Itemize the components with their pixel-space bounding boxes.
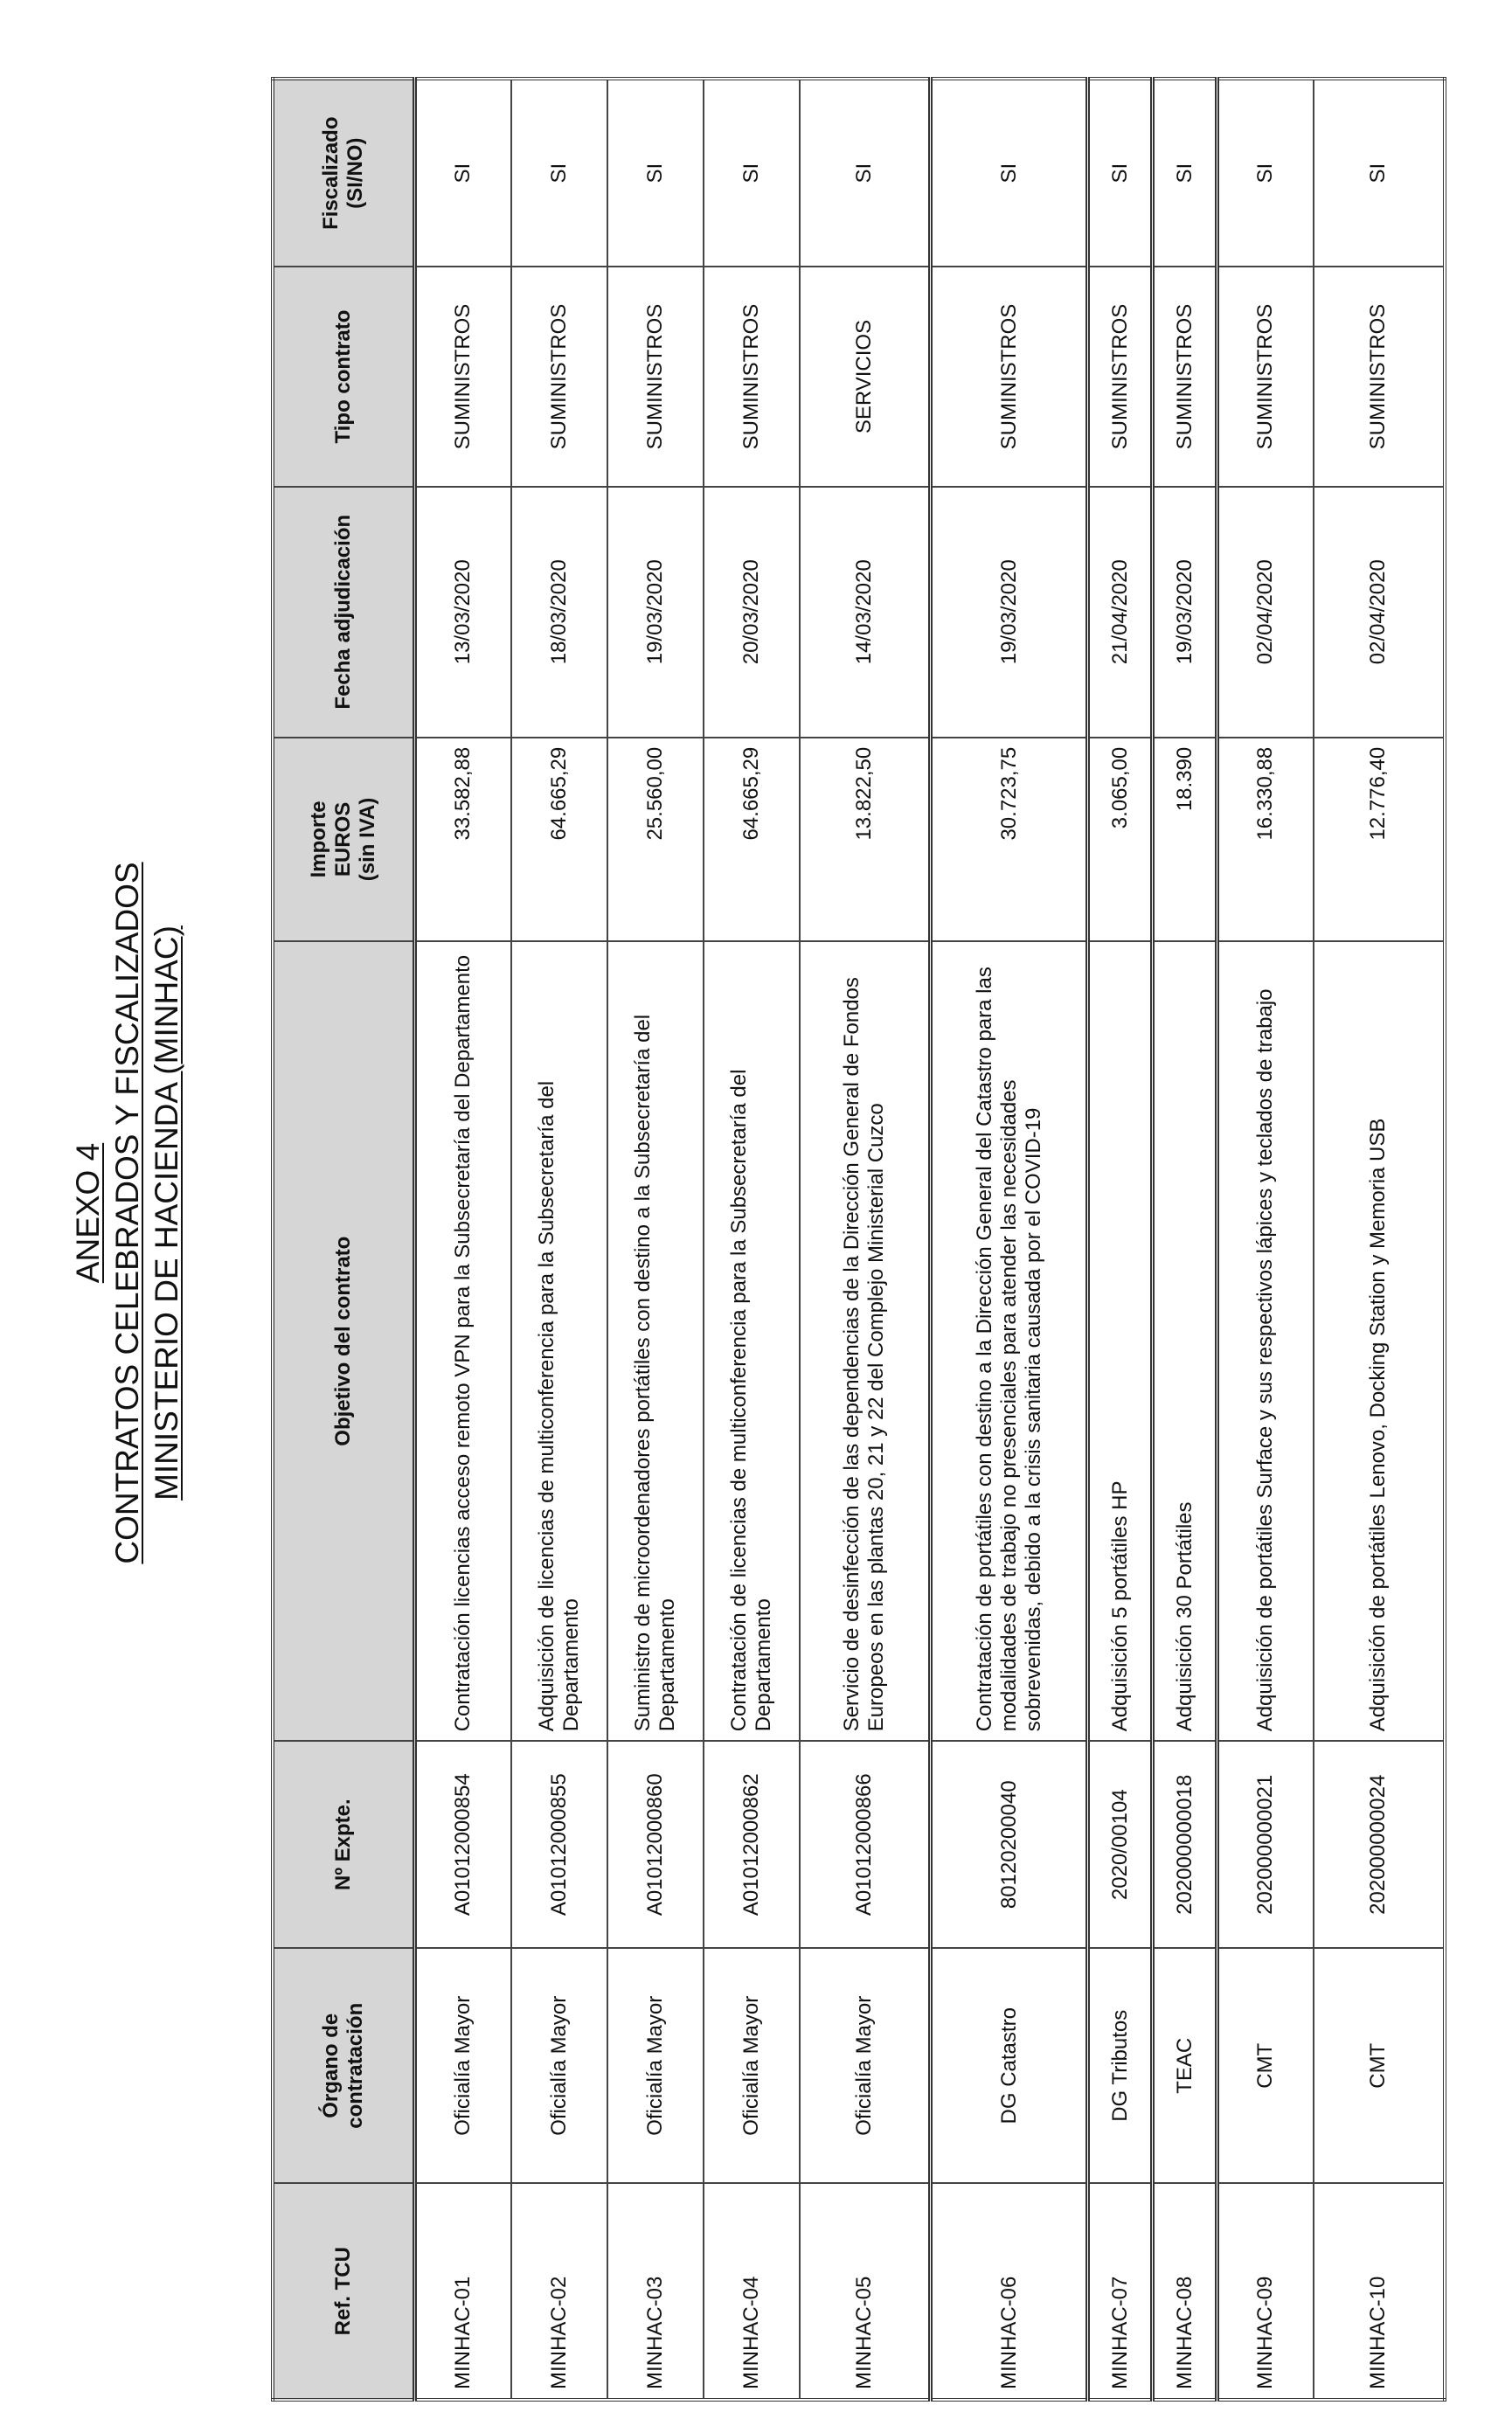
cell-tipo: SUMINISTROS (1314, 267, 1445, 486)
cell-tipo: SUMINISTROS (1088, 267, 1153, 486)
cell-ref: MINHAC-08 (1153, 2183, 1217, 2400)
cell-importe: 16.330,88 (1217, 738, 1314, 941)
cell-objeto: Adquisición de portátiles Lenovo, Docking Station y Memoria USB (1314, 941, 1445, 1741)
header-row (273, 79, 415, 2400)
cell-ref: MINHAC-05 (800, 2183, 931, 2400)
table-row (1314, 79, 1445, 2400)
cell-ref: MINHAC-02 (511, 2183, 607, 2400)
table-row (704, 79, 800, 2400)
cell-tipo: SUMINISTROS (607, 267, 704, 486)
table-row (800, 79, 931, 2400)
cell-expte: 202000000018 (1153, 1741, 1217, 1948)
cell-fiscalizado: SI (607, 79, 704, 267)
cell-fiscalizado: SI (1153, 79, 1217, 267)
title-line-1: ANEXO 4 (70, 1142, 106, 1284)
cell-objeto: Suministro de microordenadores portátiles con destino a la Subsecretaría del Departamento (607, 941, 704, 1741)
title-line-2: CONTRATOS CELEBRADOS Y FISCALIZADOS (109, 862, 145, 1564)
cell-fiscalizado: SI (800, 79, 931, 267)
cell-ref: MINHAC-07 (1088, 2183, 1153, 2400)
table-row (607, 79, 704, 2400)
cell-importe: 3.065,00 (1088, 738, 1153, 941)
cell-objeto: Servicio de desinfección de las dependencias de la Dirección General de Fondos Europeos en las plantas 20, 21 y 22 del Complejo Ministerial Cuzco (800, 941, 931, 1741)
cell-objeto: Adquisición de licencias de multiconferencia para la Subsecretaría del Departamento (511, 941, 607, 1741)
cell-expte: A01012000862 (704, 1741, 800, 1948)
cell-fecha: 21/04/2020 (1088, 487, 1153, 738)
cell-organo: Oficialía Mayor (415, 1948, 511, 2183)
table-row (1088, 79, 1153, 2400)
cell-expte: A01012000854 (415, 1741, 511, 1948)
cell-objeto: Adquisición de portátiles Surface y sus respectivos lápices y teclados de trabajo (1217, 941, 1314, 1741)
table-row (1217, 79, 1314, 2400)
header-objeto: Objetivo del contrato (273, 941, 415, 1741)
cell-importe: 64.665,29 (704, 738, 800, 941)
cell-importe: 33.582,88 (415, 738, 511, 941)
cell-organo: Oficialía Mayor (704, 1948, 800, 2183)
cell-fecha: 14/03/2020 (800, 487, 931, 738)
cell-importe: 18.390 (1153, 738, 1217, 941)
annex-title (68, 0, 186, 2426)
cell-expte: 80120200040 (931, 1741, 1088, 1948)
cell-organo: DG Tributos (1088, 1948, 1153, 2183)
cell-tipo: SUMINISTROS (1153, 267, 1217, 486)
cell-importe: 13.822,50 (800, 738, 931, 941)
header-organo: Órgano de contratación (273, 1948, 415, 2183)
header-fecha: Fecha adjudicación (273, 487, 415, 738)
cell-fiscalizado: SI (415, 79, 511, 267)
cell-tipo: SUMINISTROS (704, 267, 800, 486)
cell-objeto: Adquisición 5 portátiles HP (1088, 941, 1153, 1741)
cell-tipo: SUMINISTROS (1217, 267, 1314, 486)
cell-objeto: Adquisición 30 Portátiles (1153, 941, 1217, 1741)
cell-importe: 12.776,40 (1314, 738, 1445, 941)
cell-organo: Oficialía Mayor (607, 1948, 704, 2183)
cell-fecha: 18/03/2020 (511, 487, 607, 738)
cell-organo: Oficialía Mayor (800, 1948, 931, 2183)
cell-fiscalizado: SI (1088, 79, 1153, 267)
cell-expte: A01012000860 (607, 1741, 704, 1948)
table-row (1153, 79, 1217, 2400)
cell-expte: 202000000024 (1314, 1741, 1445, 1948)
cell-fecha: 13/03/2020 (415, 487, 511, 738)
cell-organo: TEAC (1153, 1948, 1217, 2183)
cell-objeto: Contratación de portátiles con destino a la Dirección General del Catastro para las modalidades de trabajo no presenciales para atender las necesidades sobrevenidas, debido a la crisis sanitaria causada por el COVID-19 (931, 941, 1088, 1741)
cell-tipo: SERVICIOS (800, 267, 931, 486)
cell-fecha: 02/04/2020 (1314, 487, 1445, 738)
cell-fecha: 19/03/2020 (931, 487, 1088, 738)
cell-organo: CMT (1217, 1948, 1314, 2183)
cell-expte: 2020/00104 (1088, 1741, 1153, 1948)
header-fiscalizado: Fiscalizado (SI/NO) (273, 79, 415, 267)
cell-fecha: 19/03/2020 (607, 487, 704, 738)
cell-expte: A01012000855 (511, 1741, 607, 1948)
table-row (931, 79, 1088, 2400)
cell-tipo: SUMINISTROS (931, 267, 1088, 486)
cell-fecha: 02/04/2020 (1217, 487, 1314, 738)
table-row (511, 79, 607, 2400)
cell-fecha: 19/03/2020 (1153, 487, 1217, 738)
cell-ref: MINHAC-10 (1314, 2183, 1445, 2400)
cell-objeto: Contratación de licencias de multiconferencia para la Subsecretaría del Departamento (704, 941, 800, 1741)
cell-expte: 202000000021 (1217, 1741, 1314, 1948)
cell-ref: MINHAC-09 (1217, 2183, 1314, 2400)
table-row (415, 79, 511, 2400)
cell-ref: MINHAC-01 (415, 2183, 511, 2400)
cell-fiscalizado: SI (704, 79, 800, 267)
cell-objeto: Contratación licencias acceso remoto VPN para la Subsecretaría del Departamento (415, 941, 511, 1741)
cell-ref: MINHAC-04 (704, 2183, 800, 2400)
cell-tipo: SUMINISTROS (511, 267, 607, 486)
cell-fecha: 20/03/2020 (704, 487, 800, 738)
cell-fiscalizado: SI (1217, 79, 1314, 267)
header-ref: Ref. TCU (273, 2183, 415, 2400)
cell-organo: Oficialía Mayor (511, 1948, 607, 2183)
title-line-3: MINISTERIO DE HACIENDA (MINHAC) (149, 925, 184, 1501)
cell-expte: A01012000866 (800, 1741, 931, 1948)
header-tipo: Tipo contrato (273, 267, 415, 486)
cell-ref: MINHAC-03 (607, 2183, 704, 2400)
header-expte: Nº Expte. (273, 1741, 415, 1948)
cell-importe: 30.723,75 (931, 738, 1088, 941)
cell-fiscalizado: SI (1314, 79, 1445, 267)
contracts-table (271, 77, 1446, 2402)
cell-ref: MINHAC-06 (931, 2183, 1088, 2400)
cell-tipo: SUMINISTROS (415, 267, 511, 486)
cell-organo: CMT (1314, 1948, 1445, 2183)
cell-importe: 64.665,29 (511, 738, 607, 941)
header-importe: Importe EUROS (sin IVA) (273, 738, 415, 941)
cell-fiscalizado: SI (931, 79, 1088, 267)
cell-importe: 25.560,00 (607, 738, 704, 941)
cell-organo: DG Catastro (931, 1948, 1088, 2183)
cell-fiscalizado: SI (511, 79, 607, 267)
